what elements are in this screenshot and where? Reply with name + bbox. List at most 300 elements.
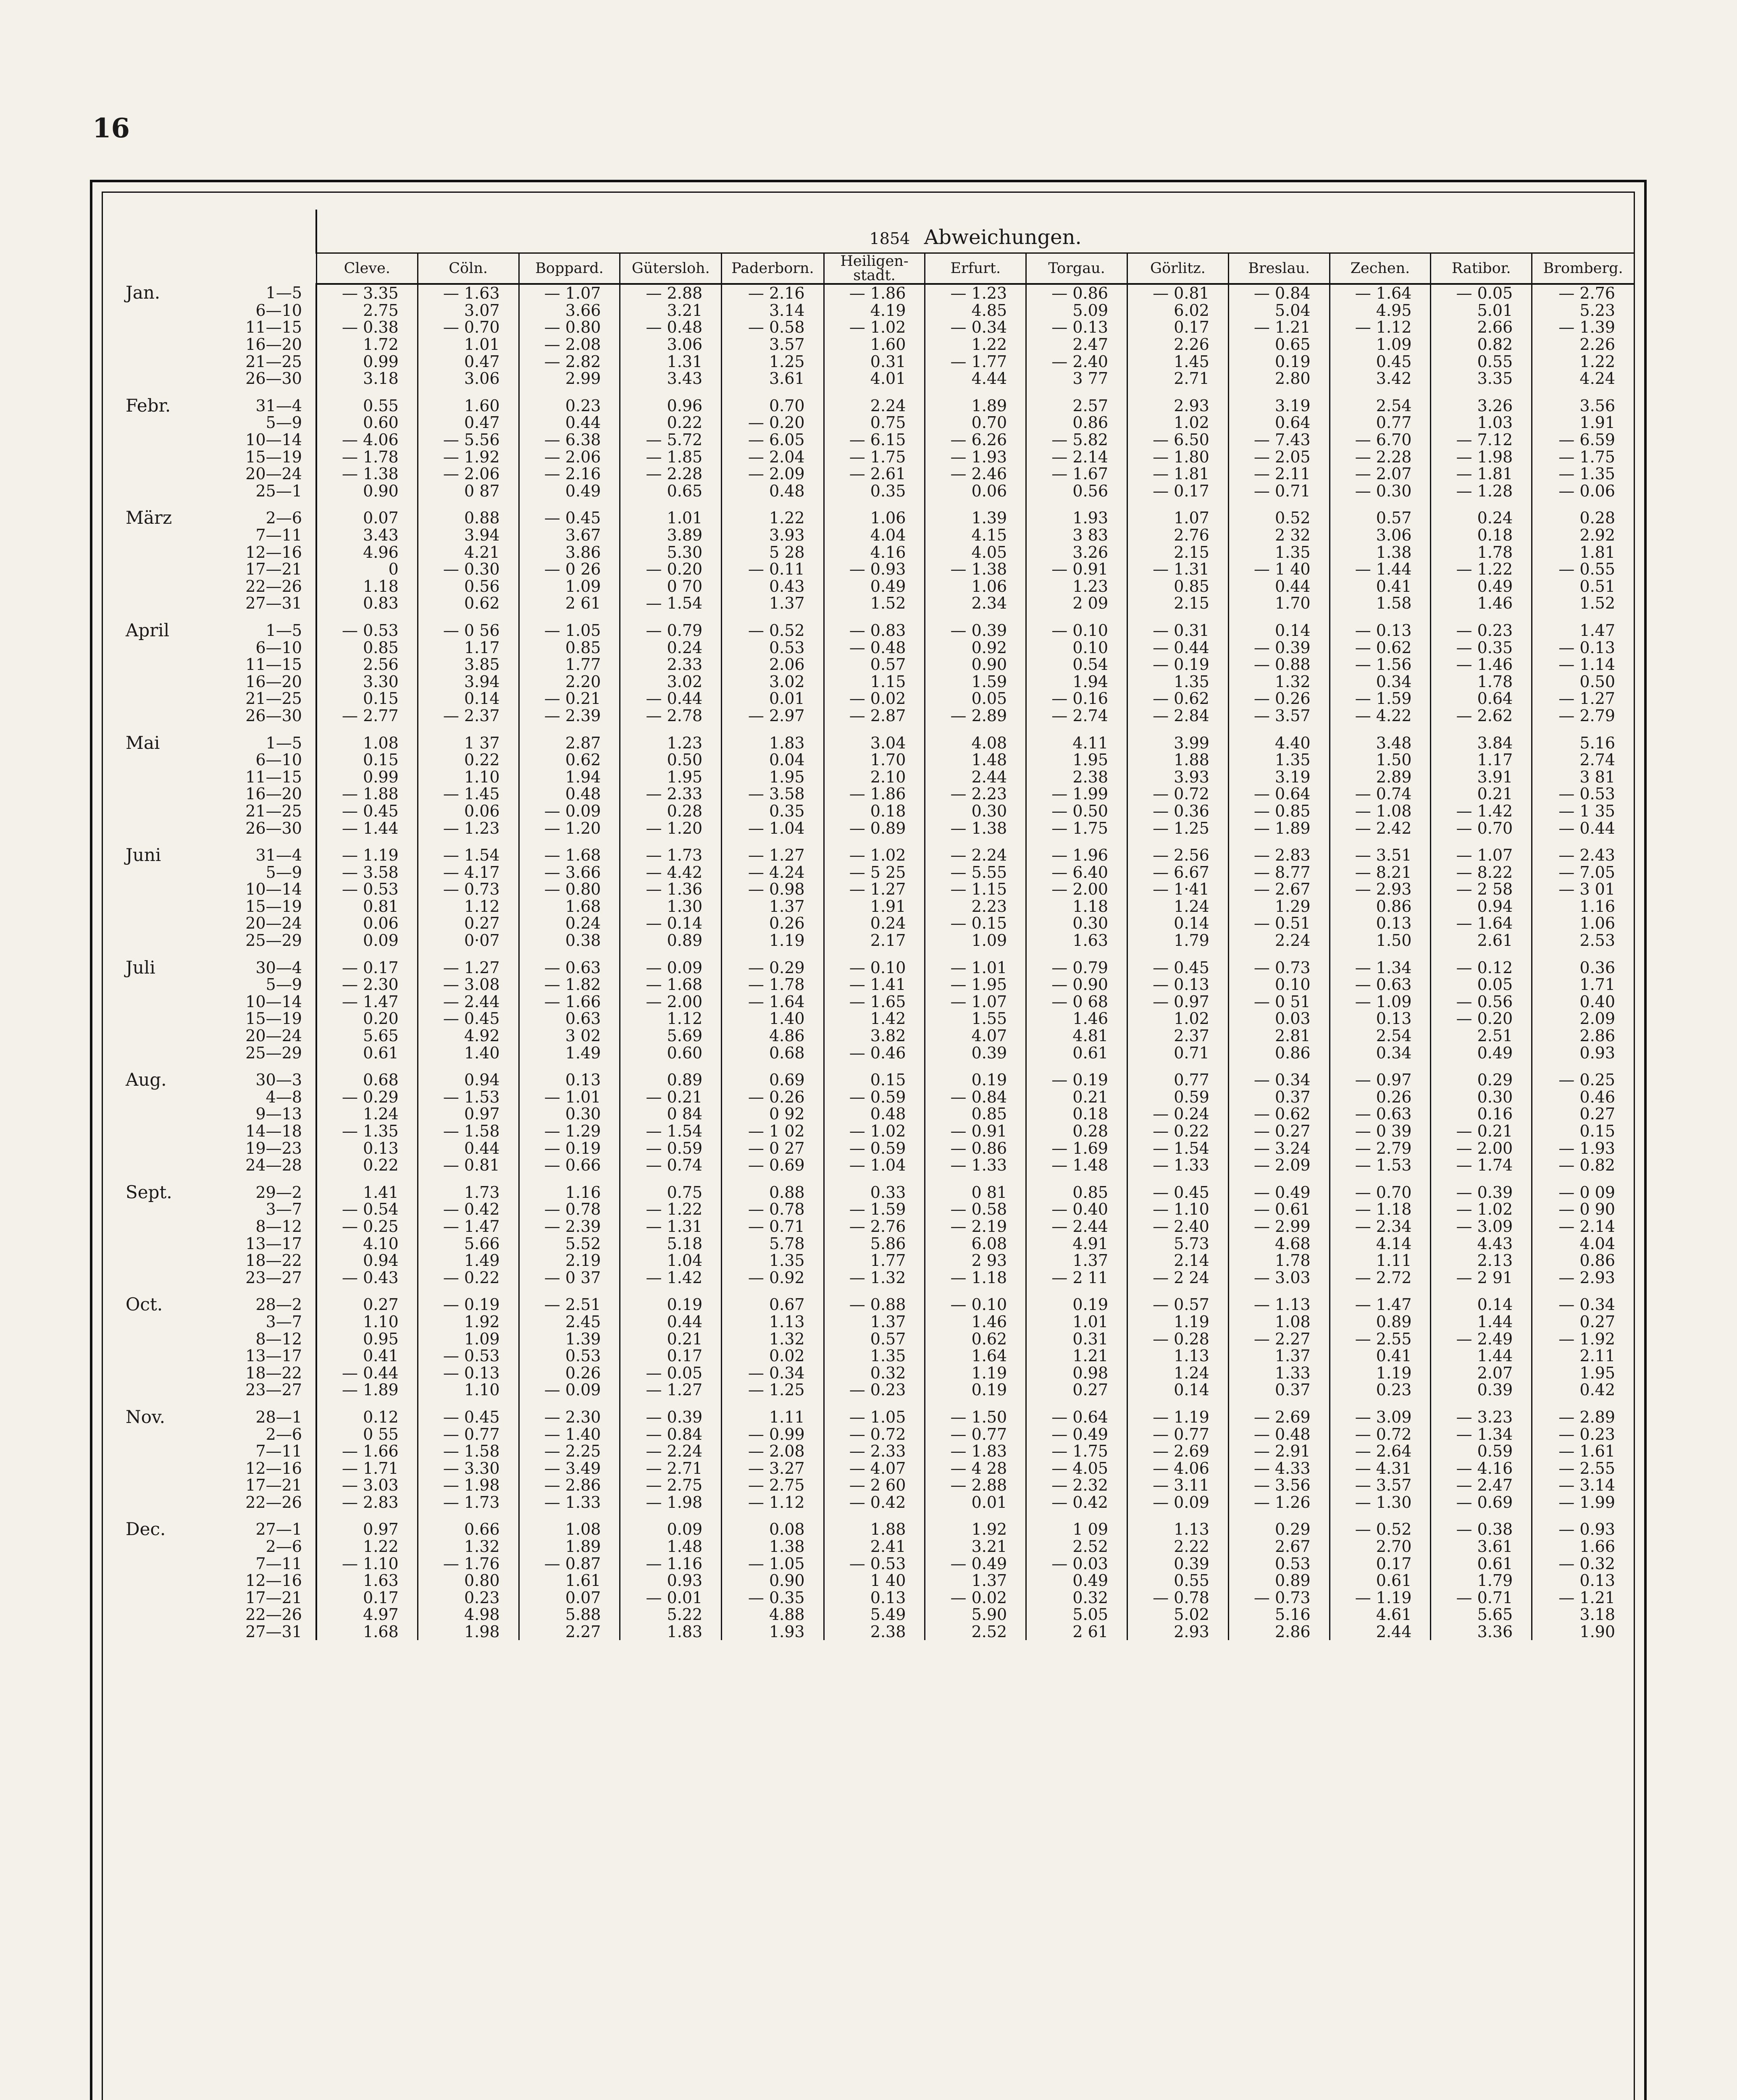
value-cell: 4.61 [1330,1606,1431,1623]
value-cell: — 2.16 [722,284,824,302]
value-cell: 1.37 [722,595,824,612]
value-cell: — 0.35 [722,1589,824,1606]
value-cell: 0.49 [824,578,925,595]
value-cell: 0.44 [1228,578,1330,595]
value-cell: 1.83 [722,724,824,751]
day-range: 5—9 [265,863,302,882]
value-cell: — 0.42 [824,1494,925,1511]
value-cell: — 0.58 [722,319,824,336]
table-row [109,1269,1634,1286]
value-cell: 1.22 [1532,353,1634,370]
row-label [109,724,316,751]
value-cell: — 1.01 [925,949,1026,976]
value-cell: 1.37 [722,898,824,915]
value-cell: 1.46 [1431,595,1532,612]
value-cell: 0.49 [1431,1044,1532,1061]
value-cell: — 1.47 [316,993,418,1011]
value-cell: 2.09 [1532,1010,1634,1027]
value-cell: 0.08 [722,1511,824,1538]
day-range: 10—14 [245,992,302,1011]
value-cell: 0.24 [519,915,620,932]
row-label [109,1201,316,1218]
value-cell: — 5.56 [418,431,519,449]
table-row [109,1061,1634,1089]
value-cell: 3.02 [722,673,824,690]
value-cell: 0.53 [1228,1555,1330,1572]
value-cell: — 2.11 [1228,465,1330,483]
value-cell: — 0.62 [1127,690,1229,707]
value-cell: — 0.42 [418,1201,519,1218]
table-row [109,1494,1634,1511]
row-label [109,595,316,612]
value-cell: 2.54 [1330,1027,1431,1045]
value-cell: 1.70 [824,751,925,769]
value-cell: 0.69 [722,1061,824,1089]
row-label [109,1235,316,1252]
value-cell: — 1.31 [1127,561,1229,578]
value-cell: — 1.53 [418,1089,519,1106]
value-cell: 0.67 [722,1286,824,1313]
value-cell: 5.30 [620,543,722,561]
value-cell: — 2.55 [1532,1460,1634,1477]
value-cell: — 0.26 [1228,690,1330,707]
value-cell: 2.44 [1330,1623,1431,1641]
value-cell: 4.97 [316,1606,418,1623]
value-cell: 2.27 [519,1623,620,1641]
value-cell: — 0.29 [316,1089,418,1106]
value-cell: — 1.71 [316,1460,418,1477]
day-range: 7—11 [255,526,302,545]
value-cell: 0.63 [519,1010,620,1027]
table-row [109,302,1634,319]
value-cell: — 1.47 [418,1218,519,1235]
value-cell: 3.42 [1330,370,1431,387]
value-cell: 0.06 [925,483,1026,500]
value-cell: — 0.09 [620,949,722,976]
value-cell: 0.17 [620,1347,722,1365]
value-cell: 0.80 [418,1572,519,1589]
value-cell: 2.75 [316,302,418,319]
day-range: 17—21 [245,560,302,579]
value-cell: 0.68 [722,1044,824,1061]
table-row [109,1425,1634,1443]
value-cell: 3.43 [620,370,722,387]
day-range: 8—12 [255,1329,302,1348]
value-cell: 1.29 [1228,898,1330,915]
value-cell: — 0.31 [1127,612,1229,639]
day-range: 27—1 [255,1520,302,1539]
value-cell: — 0.30 [1330,483,1431,500]
value-cell: 2 93 [925,1252,1026,1269]
value-cell: 0.05 [925,690,1026,707]
value-cell: 0.22 [316,1157,418,1174]
row-label [109,1460,316,1477]
value-cell: — 1.96 [1026,837,1127,864]
value-cell: 0 [316,561,418,578]
value-cell: 0.62 [925,1330,1026,1347]
value-cell: 1.22 [316,1538,418,1555]
value-cell: 0.52 [1228,499,1330,527]
value-cell: — 0.17 [316,949,418,976]
value-cell: 0.99 [316,353,418,370]
value-cell: — 1.35 [316,1123,418,1140]
row-label [109,656,316,673]
row-label [109,1123,316,1140]
value-cell: 0.75 [620,1174,722,1201]
table-row [109,898,1634,915]
value-cell: 0·07 [418,932,519,949]
value-cell: 3.94 [418,673,519,690]
value-cell: 1.91 [824,898,925,915]
value-cell: — 0.97 [1127,993,1229,1011]
value-cell: — 2.40 [1127,1218,1229,1235]
value-cell: 1.94 [519,768,620,785]
value-cell: — 7.05 [1532,864,1634,881]
value-cell: 0.48 [722,483,824,500]
value-cell: — 0.13 [418,1364,519,1381]
value-cell: 3.26 [1026,543,1127,561]
value-cell: 3.93 [722,527,824,544]
value-cell: — 4.16 [1431,1460,1532,1477]
value-cell: 2.57 [1026,387,1127,415]
table-row [109,768,1634,785]
row-label [109,751,316,769]
table-row [109,1123,1634,1140]
value-cell: 1.89 [925,387,1026,415]
value-cell: 0.90 [316,483,418,500]
day-range: 5—9 [265,413,302,432]
value-cell: — 2.72 [1330,1269,1431,1286]
table-row [109,1399,1634,1426]
value-cell: — 0.88 [824,1286,925,1313]
value-cell: — 1.01 [519,1089,620,1106]
value-cell: 0.75 [824,414,925,431]
table-row [109,707,1634,724]
value-cell: — 0.63 [1330,976,1431,993]
value-cell: — 0.34 [1228,1061,1330,1089]
value-cell: — 1.75 [1026,819,1127,837]
row-label [109,1381,316,1399]
value-cell: — 1.27 [722,837,824,864]
value-cell: 2.76 [1127,527,1229,544]
value-cell: — 1.66 [316,1443,418,1460]
table-row [109,932,1634,949]
value-cell: 3.06 [1330,527,1431,544]
value-cell: — 2.19 [925,1218,1026,1235]
value-cell: 1.92 [925,1511,1026,1538]
value-cell: 1 09 [1026,1511,1127,1538]
value-cell: 0.51 [1532,578,1634,595]
value-cell: 3.26 [1431,387,1532,415]
value-cell: — 2.28 [620,465,722,483]
value-cell: — 2.83 [1228,837,1330,864]
value-cell: — 2.30 [519,1399,620,1426]
table-row [109,319,1634,336]
value-cell: 0.22 [620,414,722,431]
day-range: 18—22 [245,1363,302,1382]
value-cell: 2.51 [1431,1027,1532,1045]
value-cell: 0.56 [418,578,519,595]
value-cell: 0.65 [1228,336,1330,353]
day-range: 20—24 [245,465,302,483]
value-cell: 1.22 [925,336,1026,353]
value-cell: — 1.02 [1431,1201,1532,1218]
value-cell: 1.88 [824,1511,925,1538]
row-label [109,1269,316,1286]
value-cell: 0.41 [316,1347,418,1365]
value-cell: 1.19 [722,932,824,949]
value-cell: — 8.21 [1330,864,1431,881]
value-cell: — 1.44 [1330,561,1431,578]
value-cell: — 1.19 [316,837,418,864]
day-range: 25—1 [255,481,302,500]
table-row [109,976,1634,993]
value-cell: 3.36 [1431,1623,1532,1641]
value-cell: — 1.81 [1127,465,1229,483]
value-cell: 2.52 [925,1623,1026,1641]
station-header: Cleve. [316,253,418,284]
value-cell: 0.55 [316,387,418,415]
value-cell: 1.58 [1330,595,1431,612]
value-cell: — 1 35 [1532,803,1634,820]
value-cell: — 0.40 [1026,1201,1127,1218]
value-cell: — 2.78 [620,707,722,724]
value-cell: — 0.72 [824,1425,925,1443]
value-cell: 0.27 [418,915,519,932]
value-cell: 3.06 [620,336,722,353]
value-cell: — 1.86 [824,284,925,302]
value-cell: — 1.54 [418,837,519,864]
value-cell: — 1.21 [1532,1589,1634,1606]
value-cell: 1.88 [1127,751,1229,769]
station-header: Gütersloh. [620,253,722,284]
day-range: 20—24 [245,914,302,933]
value-cell: 1.78 [1228,1252,1330,1269]
value-cell: 2.86 [1228,1623,1330,1641]
day-range: 30—4 [255,958,302,977]
value-cell: — 0.64 [1026,1399,1127,1426]
value-cell: — 1.10 [1127,1201,1229,1218]
value-cell: 6.02 [1127,302,1229,319]
value-cell: — 1.86 [824,785,925,803]
value-cell: — 0.02 [824,690,925,707]
row-label [109,1399,316,1426]
value-cell: 5.49 [824,1606,925,1623]
value-cell: 0.43 [722,578,824,595]
value-cell: 0.89 [620,1061,722,1089]
value-cell: — 0.91 [1026,561,1127,578]
value-cell: — 0.79 [620,612,722,639]
table-year: 1854 [869,229,910,248]
value-cell: — 1.02 [824,319,925,336]
value-cell: 0.19 [1228,353,1330,370]
value-cell: 0.26 [519,1364,620,1381]
page-number: 16 [92,113,130,144]
table-row [109,673,1634,690]
value-cell: — 4.42 [620,864,722,881]
row-label [109,1511,316,1538]
value-cell: — 1.65 [824,993,925,1011]
value-cell: 4.14 [1330,1235,1431,1252]
value-cell: — 0.51 [1228,915,1330,932]
row-label [109,1606,316,1623]
value-cell: — 0.25 [1532,1061,1634,1089]
value-cell: — 0.49 [1026,1425,1127,1443]
value-cell: 4.19 [824,302,925,319]
value-cell: — 1.45 [418,785,519,803]
value-cell: — 0.80 [519,319,620,336]
table-row [109,864,1634,881]
value-cell: 0.62 [418,595,519,612]
value-cell: 3.91 [1431,768,1532,785]
value-cell: — 0.85 [1228,803,1330,820]
value-cell: — 6.15 [824,431,925,449]
station-header: Heiligen-stadt. [824,253,925,284]
value-cell: — 0.19 [418,1286,519,1313]
value-cell: 1.45 [1127,353,1229,370]
value-cell: 0.70 [925,414,1026,431]
value-cell: — 1.33 [925,1157,1026,1174]
value-cell: 1.24 [1127,898,1229,915]
value-cell: — 2.06 [418,465,519,483]
value-cell: — 1.20 [620,819,722,837]
value-cell: — 3.51 [1330,837,1431,864]
value-cell: 1.23 [620,724,722,751]
value-cell: 1.25 [722,353,824,370]
value-cell: 0.47 [418,414,519,431]
value-cell: — 0 68 [1026,993,1127,1011]
day-range: 9—13 [255,1105,302,1124]
value-cell: 2.15 [1127,595,1229,612]
value-cell: 2.20 [519,673,620,690]
value-cell: — 0.63 [519,949,620,976]
value-cell: — 2.76 [824,1218,925,1235]
value-cell: 1.73 [418,1174,519,1201]
value-cell: 1.78 [1431,543,1532,561]
value-cell: — 2.07 [1330,465,1431,483]
month-label: Aug. [126,1069,167,1090]
value-cell: — 1.19 [1127,1399,1229,1426]
value-cell: 2.47 [1026,336,1127,353]
value-cell: 0.19 [1026,1286,1127,1313]
value-cell: 1.66 [1532,1538,1634,1555]
table-body [109,284,1634,1640]
value-cell: 2.74 [1532,751,1634,769]
value-cell: — 3.23 [1431,1399,1532,1426]
value-cell: — 0.71 [1431,1589,1532,1606]
month-label: Mai [126,732,160,753]
value-cell: — 1.19 [1330,1589,1431,1606]
value-cell: — 3.27 [722,1460,824,1477]
value-cell: — 2 58 [1431,881,1532,898]
value-cell: — 1.82 [519,976,620,993]
value-cell: — 2.37 [418,707,519,724]
value-cell: — 0.10 [925,1286,1026,1313]
row-label [109,1286,316,1313]
value-cell: — 2.08 [519,336,620,353]
value-cell: — 0.26 [722,1089,824,1106]
value-cell: 1.04 [620,1252,722,1269]
value-cell: — 2.00 [620,993,722,1011]
row-label [109,1105,316,1123]
value-cell: 1.93 [1026,499,1127,527]
table-row [109,1157,1634,1174]
value-cell: 1.98 [418,1623,519,1641]
value-cell: — 0.48 [824,639,925,656]
value-cell: 4.43 [1431,1235,1532,1252]
value-cell: 0.18 [1026,1105,1127,1123]
value-cell: 2.86 [1532,1027,1634,1045]
value-cell: — 1.27 [1532,690,1634,707]
value-cell: — 1.14 [1532,656,1634,673]
value-cell: 1.89 [519,1538,620,1555]
table-row [109,1538,1634,1555]
value-cell: 3.21 [925,1538,1026,1555]
value-cell: 0 55 [316,1425,418,1443]
value-cell: — 4.31 [1330,1460,1431,1477]
value-cell: — 1.54 [620,595,722,612]
value-cell: — 2.30 [316,976,418,993]
value-cell: — 2.33 [824,1443,925,1460]
value-cell: 0.32 [824,1364,925,1381]
value-cell: — 1.98 [620,1494,722,1511]
value-cell: 0.17 [1330,1555,1431,1572]
value-cell: — 0 39 [1330,1123,1431,1140]
value-cell: — 0.84 [925,1089,1026,1106]
value-cell: — 0.86 [925,1139,1026,1157]
value-cell: — 2 60 [824,1477,925,1494]
table-title [316,210,1634,253]
day-range: 7—11 [255,1442,302,1461]
value-cell: 4.21 [418,543,519,561]
table-row [109,819,1634,837]
value-cell: — 1.85 [620,448,722,465]
value-cell: 4.07 [925,1027,1026,1045]
value-cell: 2.37 [1127,1027,1229,1045]
value-cell: 2.67 [1228,1538,1330,1555]
value-cell: — 0.16 [1026,690,1127,707]
value-cell: 1.91 [1532,414,1634,431]
value-cell: — 1.33 [519,1494,620,1511]
value-cell: — 2.09 [722,465,824,483]
value-cell: — 2.00 [1026,881,1127,898]
value-cell: 0.18 [824,803,925,820]
value-cell: 2.80 [1228,370,1330,387]
value-cell: 0.13 [824,1589,925,1606]
row-label [109,353,316,370]
value-cell: — 0.59 [824,1089,925,1106]
day-range: 29—2 [255,1183,302,1202]
value-cell: 1.41 [316,1174,418,1201]
value-cell: 0.61 [1026,1044,1127,1061]
value-cell: 3 02 [519,1027,620,1045]
value-cell: 0.39 [1127,1555,1229,1572]
value-cell: 0.81 [316,898,418,915]
value-cell: 1.78 [1431,673,1532,690]
value-cell: — 0.64 [1228,785,1330,803]
value-cell: — 0.84 [620,1425,722,1443]
day-range: 31—4 [255,396,302,415]
value-cell: 1.09 [519,578,620,595]
table-row [109,785,1634,803]
value-cell: — 0.57 [1127,1286,1229,1313]
value-cell: 4.10 [316,1235,418,1252]
row-label [109,370,316,387]
day-range: 28—2 [255,1295,302,1314]
value-cell: — 0.14 [620,915,722,932]
value-cell: 0.86 [1330,898,1431,915]
value-cell: 2.19 [519,1252,620,1269]
